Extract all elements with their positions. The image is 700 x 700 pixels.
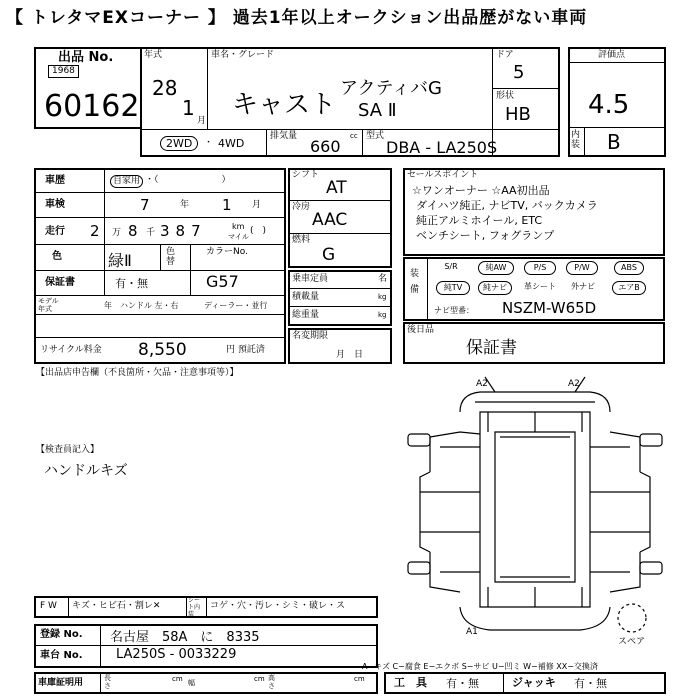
seat-label: シート内装 bbox=[188, 597, 201, 618]
color-value: 緑Ⅱ bbox=[108, 251, 132, 270]
navi-model-label: ナビ型番： bbox=[434, 306, 474, 315]
sales-line-4: ベンチシート, フォグランプ bbox=[416, 229, 555, 242]
name-change-label: 名変期限 bbox=[292, 331, 329, 341]
door-label: ドア bbox=[496, 50, 514, 60]
mileage-man-unit: 万 bbox=[112, 228, 122, 238]
tools-value: 有・無 bbox=[446, 677, 479, 690]
damage-a2-right: A2 bbox=[568, 379, 580, 389]
equip-tv: 純TV bbox=[436, 281, 470, 295]
grade-label: 車名・グレード bbox=[211, 50, 275, 60]
model-year-label: モデル年式 bbox=[38, 297, 59, 313]
inspection-year-unit: 年 bbox=[180, 200, 190, 210]
mileage-rest: 387 bbox=[160, 222, 207, 240]
mileage-man: 2 bbox=[90, 222, 100, 240]
damage-legend: A−キズ C−腐食 E−エクボ S−サビ U−凹ミ W−補修 XX−交換済 bbox=[362, 662, 598, 671]
load-label: 積載量 bbox=[292, 292, 320, 302]
equipment-label: 装備 bbox=[410, 269, 420, 295]
equip-ps: P/S bbox=[524, 261, 556, 275]
grade-line2: SA Ⅱ bbox=[358, 100, 397, 121]
year-value: 28 bbox=[152, 76, 178, 100]
mileage-label: 走行 bbox=[45, 226, 65, 237]
cert-long: 長さ bbox=[104, 674, 111, 690]
model-year-handle: ハンドル 左・右 bbox=[120, 301, 179, 310]
equip-airbag: エアB bbox=[612, 281, 646, 295]
spare-label: スペア bbox=[618, 637, 646, 647]
inspection-year: 7 bbox=[140, 196, 150, 214]
cert-label: 車庫証明用 bbox=[38, 678, 84, 688]
lot-label: 出品 No. bbox=[58, 50, 114, 65]
registration-value: 名古屋 58A に 8335 bbox=[110, 630, 260, 645]
fuel-value: G bbox=[322, 245, 336, 265]
damage-a2-left: A2 bbox=[476, 379, 488, 389]
mileage-sen-unit: 千 bbox=[146, 228, 156, 238]
interior-label: 内装 bbox=[571, 130, 581, 150]
capacity-label: 乗車定員 bbox=[292, 274, 329, 284]
tools-label: 工 具 bbox=[394, 676, 427, 689]
jack-label: ジャッキ bbox=[512, 676, 556, 689]
cert-width: 幅 bbox=[188, 679, 195, 687]
door-value: 5 bbox=[513, 62, 525, 83]
weight-unit: kg bbox=[378, 311, 387, 319]
banner-title: 【 トレタマEXコーナー 】 過去1年以上オークション出品歴がない車両 bbox=[6, 8, 588, 28]
color-label: 色 bbox=[52, 251, 62, 262]
warranty-value: 有・無 bbox=[115, 277, 148, 290]
interior-value: B bbox=[607, 130, 621, 154]
ac-label: 冷房 bbox=[292, 202, 311, 212]
car-damage-diagram bbox=[400, 372, 700, 642]
cert-height-unit: cm bbox=[354, 675, 365, 683]
history-value: 自家用 bbox=[110, 175, 143, 188]
sales-line-1: ☆ワンオーナー ☆AA初出品 bbox=[412, 184, 550, 197]
model-year-year: 年 bbox=[104, 301, 112, 310]
chassis-value: LA250S - 0033229 bbox=[116, 647, 237, 662]
capacity-unit: 名 bbox=[378, 274, 388, 284]
recycle-label: リサイクル料金 bbox=[40, 345, 102, 355]
displacement-label: 排気量 bbox=[270, 131, 298, 141]
weight-label: 総重量 bbox=[292, 310, 320, 320]
sales-line-3: 純正アルミホイール, ETC bbox=[416, 214, 543, 227]
equip-ext-navi: 外ナビ bbox=[571, 282, 595, 291]
history-rest: ・（ ） bbox=[145, 175, 231, 185]
shift-value: AT bbox=[326, 178, 347, 198]
car-name: キャスト bbox=[232, 90, 337, 120]
shift-label: シフト bbox=[292, 170, 320, 180]
equip-sr: S/R bbox=[444, 262, 458, 271]
year-label: 年式 bbox=[144, 50, 163, 60]
inspection-month-unit: 月 bbox=[252, 200, 262, 210]
fuel-label: 燃料 bbox=[292, 235, 311, 245]
model-label: 型式 bbox=[366, 131, 385, 141]
load-unit: kg bbox=[378, 293, 387, 301]
inspection-month: 1 bbox=[222, 196, 232, 214]
drive-sep: ・ bbox=[204, 138, 214, 148]
post-date-label: 後日品 bbox=[407, 325, 435, 335]
post-date-box bbox=[403, 322, 665, 364]
name-change-unit: 月 日 bbox=[336, 350, 364, 360]
mileage-mile: マイル bbox=[228, 233, 249, 241]
model-year-dealer: ディーラー・並行 bbox=[204, 301, 268, 310]
mileage-paren: ( ) bbox=[250, 226, 267, 236]
recycle-unit: 円 預託済 bbox=[226, 345, 265, 355]
lot-number-box bbox=[34, 47, 142, 129]
model-value: DBA - LA250S bbox=[386, 138, 498, 157]
equip-pw: P/W bbox=[566, 261, 598, 275]
score-value: 4.5 bbox=[588, 90, 630, 120]
inspector-notes-label: 【検査員記入】 bbox=[36, 445, 100, 455]
lot-sub: 1968 bbox=[48, 65, 79, 78]
grade-line1: アクティバG bbox=[340, 78, 442, 99]
displacement-value: 660 bbox=[310, 137, 341, 156]
drive-2wd: 2WD bbox=[160, 136, 198, 151]
equip-abs: ABS bbox=[614, 261, 644, 275]
color-no-label: カラーNo. bbox=[206, 247, 248, 257]
equip-navi: 純ナビ bbox=[478, 281, 512, 295]
displacement-unit: cc bbox=[350, 132, 358, 140]
sales-point-label: セールスポイント bbox=[407, 170, 479, 180]
history-label: 車歴 bbox=[45, 175, 65, 186]
shape-value: HB bbox=[505, 104, 531, 125]
inspection-label: 車検 bbox=[45, 199, 65, 210]
warranty-label: 保証書 bbox=[45, 277, 75, 288]
registration-label: 登録 No. bbox=[40, 629, 83, 640]
month-unit: 月 bbox=[197, 116, 207, 126]
score-label: 評価点 bbox=[598, 50, 626, 60]
cert-long-unit: cm bbox=[172, 675, 183, 683]
jack-value: 有・無 bbox=[574, 677, 607, 690]
inspector-notes-value: ハンドルキズ bbox=[44, 463, 128, 479]
seat-text: コゲ・穴・汚レ・シミ・破レ・ス bbox=[210, 601, 346, 611]
garage-cert-box bbox=[34, 672, 378, 694]
sales-line-2: ダイハツ純正, ナビTV, バックカメラ bbox=[416, 199, 598, 212]
cert-width-unit: cm bbox=[254, 675, 265, 683]
mileage-sen: 8 bbox=[128, 222, 138, 240]
fw-text: キズ・ヒビ石・割レ✕ bbox=[72, 601, 161, 611]
drive-4wd: 4WD bbox=[218, 137, 245, 150]
shape-label: 形状 bbox=[496, 91, 515, 101]
equip-leather: 革シート bbox=[524, 282, 556, 291]
lot-number: 60162 bbox=[44, 89, 140, 124]
recycle-value: 8,550 bbox=[138, 340, 187, 360]
color-no-value: G57 bbox=[206, 272, 239, 291]
cert-height: 高さ bbox=[268, 674, 275, 690]
damage-a1-rear: A1 bbox=[466, 627, 478, 637]
color-change-label: 色替 bbox=[166, 247, 176, 267]
navi-model-value: NSZM-W65D bbox=[502, 299, 597, 317]
mileage-km: km bbox=[232, 222, 245, 231]
ac-value: AAC bbox=[312, 210, 348, 230]
equip-alloy: 純AW bbox=[478, 261, 514, 275]
chassis-label: 車台 No. bbox=[40, 650, 83, 661]
post-date-value: 保証書 bbox=[466, 338, 517, 358]
seller-notes-label: 【出品店申告欄（不良箇所・欠品・注意事項等）】 bbox=[36, 368, 239, 378]
month-value: 1 bbox=[182, 96, 195, 120]
fw-label: F W bbox=[40, 601, 57, 611]
